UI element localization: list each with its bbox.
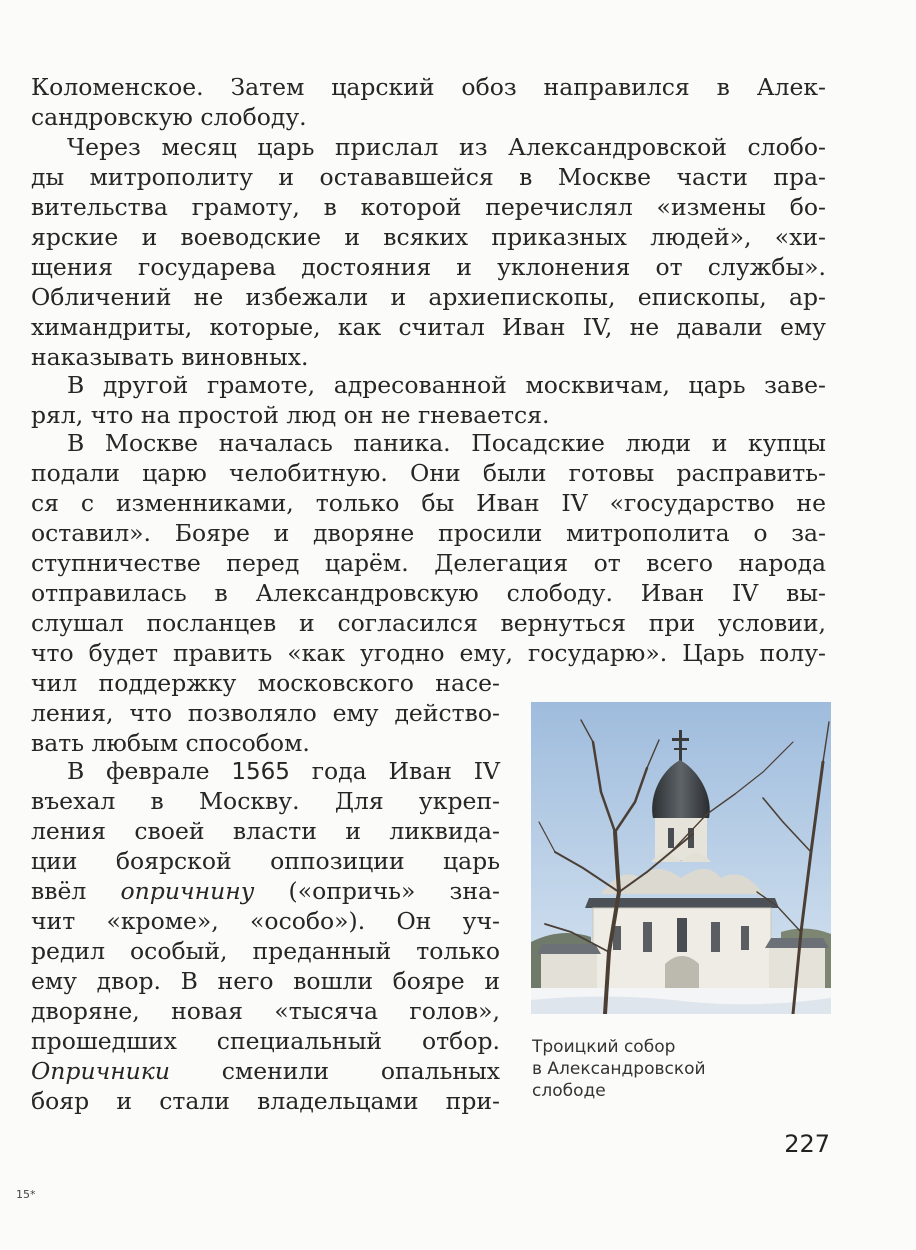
text-line: ся с изменниками, только бы Иван IV «государство не <box>31 489 826 517</box>
text-line: чил поддержку московского насе- <box>31 669 500 697</box>
text-line-oprichnina <box>31 876 500 906</box>
text-line: В другой грамоте, адресованной москвичам, царь заве- <box>67 371 826 399</box>
text-span: В феврале <box>67 757 210 785</box>
text-line: рял, что на простой люд он не гневается. <box>31 401 550 429</box>
text-span: года <box>311 757 367 785</box>
text-span: ввёл <box>31 877 87 905</box>
text-line: Коломенское. Затем царский обоз направился в Алек- <box>31 73 826 101</box>
text-line: наказывать виновных. <box>31 343 309 371</box>
text-line: химандриты, которые, как считал Иван IV, не давали ему <box>31 313 826 341</box>
text-line: ления, что позволяло ему действо- <box>31 699 500 727</box>
text-line: вать любым способом. <box>31 729 310 757</box>
page-number: 227 <box>784 1130 830 1158</box>
text-line: щения государева достояния и уклонения от службы». <box>31 253 826 281</box>
caption-line: в Александровской <box>532 1059 706 1079</box>
text-span: знa- <box>449 877 500 905</box>
text-line: вительства грамоту, в которой перечислял «измены бо- <box>31 193 826 221</box>
text-line: сандровскую слободу. <box>31 103 307 131</box>
term-oprichniki: Опричники <box>31 1057 170 1085</box>
text-span: («опричь» <box>288 877 416 905</box>
text-line: В Москве началась паника. Посадские люди и купцы <box>67 429 826 457</box>
text-line: ды митрополиту и остававшейся в Москве части пра- <box>31 163 826 191</box>
text-line: отправилась в Александровскую слободу. Иван IV вы- <box>31 579 826 607</box>
text-line-february <box>67 756 500 787</box>
text-line-oprichniki <box>31 1056 500 1086</box>
text-line: подали царю челобитную. Они были готовы расправить- <box>31 459 826 487</box>
text-span: Иван IV <box>388 757 500 785</box>
text-line: прошедших специальный отбор. <box>31 1027 500 1055</box>
text-line: редил особый, преданный только <box>31 937 500 965</box>
text-line: ции боярской оппозиции царь <box>31 847 500 875</box>
text-line: дворяне, новая «тысяча голов», <box>31 997 500 1025</box>
text-line: Обличений не избежали и архиепископы, епископы, ар- <box>31 283 826 311</box>
trinity-cathedral-photo <box>531 702 831 1014</box>
text-line: въехал в Москву. Для укреп- <box>31 787 500 815</box>
text-line: ярские и воеводские и всяких приказных людей», «хи- <box>31 223 826 251</box>
text-line: бояр и стали владельцами при- <box>31 1087 500 1115</box>
text-line: ему двор. В него вошли бояре и <box>31 967 500 995</box>
caption-line: Троицкий собор <box>532 1037 676 1057</box>
year-1565: 1565 <box>231 759 290 785</box>
text-line: ления своей власти и ликвида- <box>31 817 500 845</box>
caption-line: слободе <box>532 1081 606 1101</box>
text-line: что будет править «как угодно ему, государю». Царь полу- <box>31 639 826 667</box>
text-line: Через месяц царь прислал из Александровской слобо- <box>67 133 826 161</box>
text-line: слушал посланцев и согласился вернуться при условии, <box>31 609 826 637</box>
text-line: ступничестве перед царём. Делегация от всего народа <box>31 549 826 577</box>
term-oprichnina: опричнину <box>120 877 255 905</box>
print-signature-mark: 15* <box>16 1188 36 1201</box>
photo-caption <box>532 1036 792 1102</box>
text-line: оставил». Бояре и дворяне просили митрополита о за- <box>31 519 826 547</box>
text-span: сменили опальных <box>221 1057 500 1085</box>
text-line: чит «кроме», «особо»). Он уч- <box>31 907 500 935</box>
